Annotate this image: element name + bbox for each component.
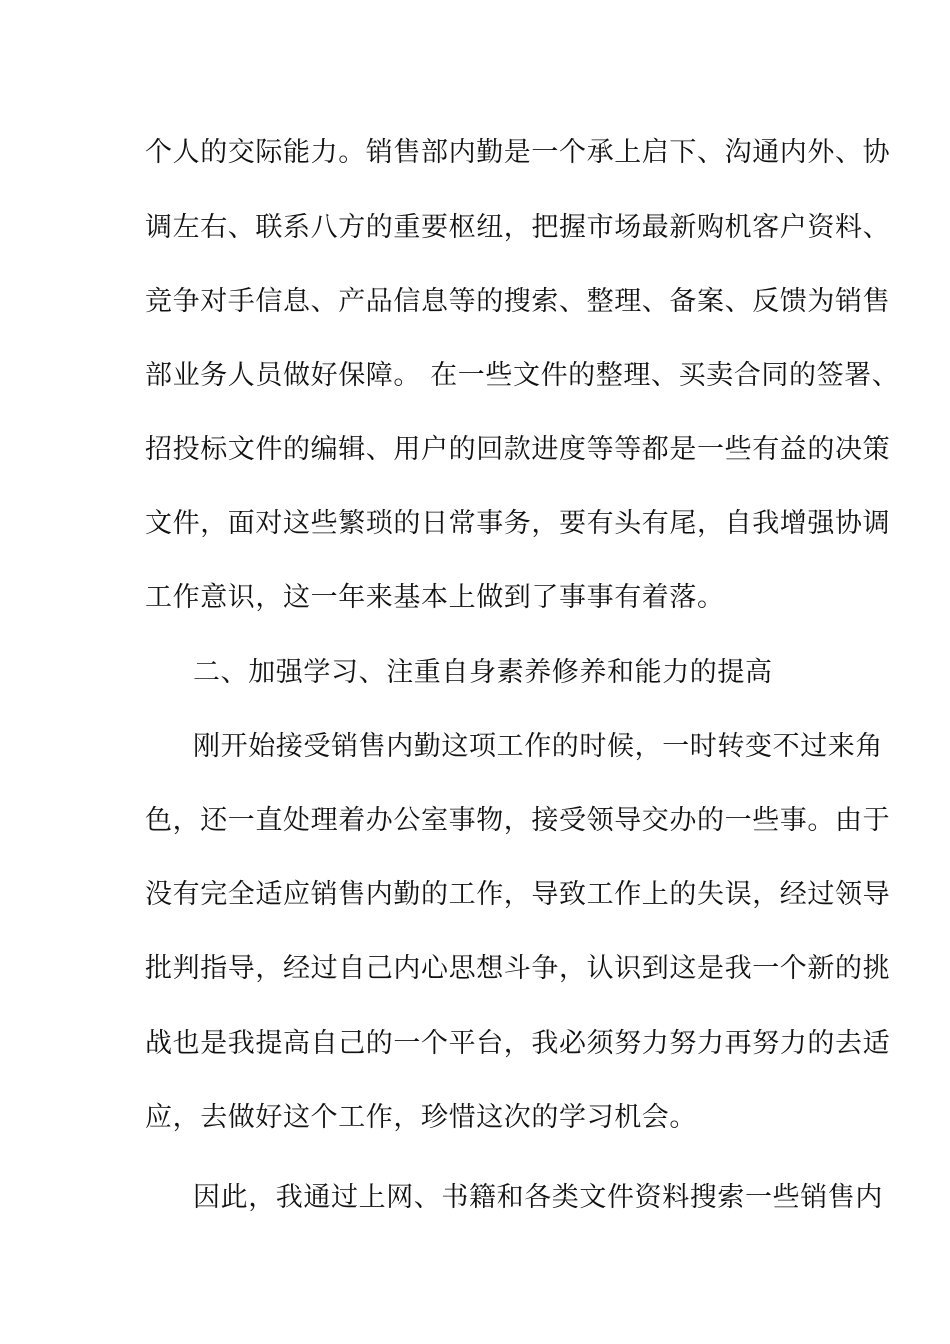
- body-text-line: 个人的交际能力。销售部内勤是一个承上启下、沟通内外、协: [145, 137, 891, 168]
- body-text-line: 竞争对手信息、产品信息等的搜索、整理、备案、反馈为销售: [145, 286, 891, 317]
- section-heading: 二、加强学习、注重自身素养修养和能力的提高: [193, 657, 773, 688]
- body-text-line: 应，去做好这个工作，珍惜这次的学习机会。: [145, 1102, 697, 1133]
- body-text-line: 战也是我提高自己的一个平台，我必须努力努力再努力的去适: [145, 1028, 891, 1059]
- body-text-line: 部业务人员做好保障。 在一些文件的整理、买卖合同的签署、: [145, 360, 900, 391]
- body-text-line: 批判指导，经过自己内心思想斗争，认识到这是我一个新的挑: [145, 953, 891, 984]
- paragraph-first-line: 刚开始接受销售内勤这项工作的时候，一时转变不过来角: [193, 731, 883, 762]
- body-text-line: 没有完全适应销售内勤的工作，导致工作上的失误，经过领导: [145, 879, 891, 910]
- body-text-line: 色，还一直处理着办公室事物，接受领导交办的一些事。由于: [145, 805, 891, 836]
- body-text-line: 工作意识，这一年来基本上做到了事事有着落。: [145, 582, 725, 613]
- paragraph-first-line: 因此，我通过上网、书籍和各类文件资料搜索一些销售内: [193, 1182, 883, 1213]
- body-text-line: 调左右、联系八方的重要枢纽，把握市场最新购机客户资料、: [145, 212, 891, 243]
- body-text-line: 文件，面对这些繁琐的日常事务，要有头有尾，自我增强协调: [145, 508, 891, 539]
- body-text-line: 招投标文件的编辑、用户的回款进度等等都是一些有益的决策: [145, 434, 891, 465]
